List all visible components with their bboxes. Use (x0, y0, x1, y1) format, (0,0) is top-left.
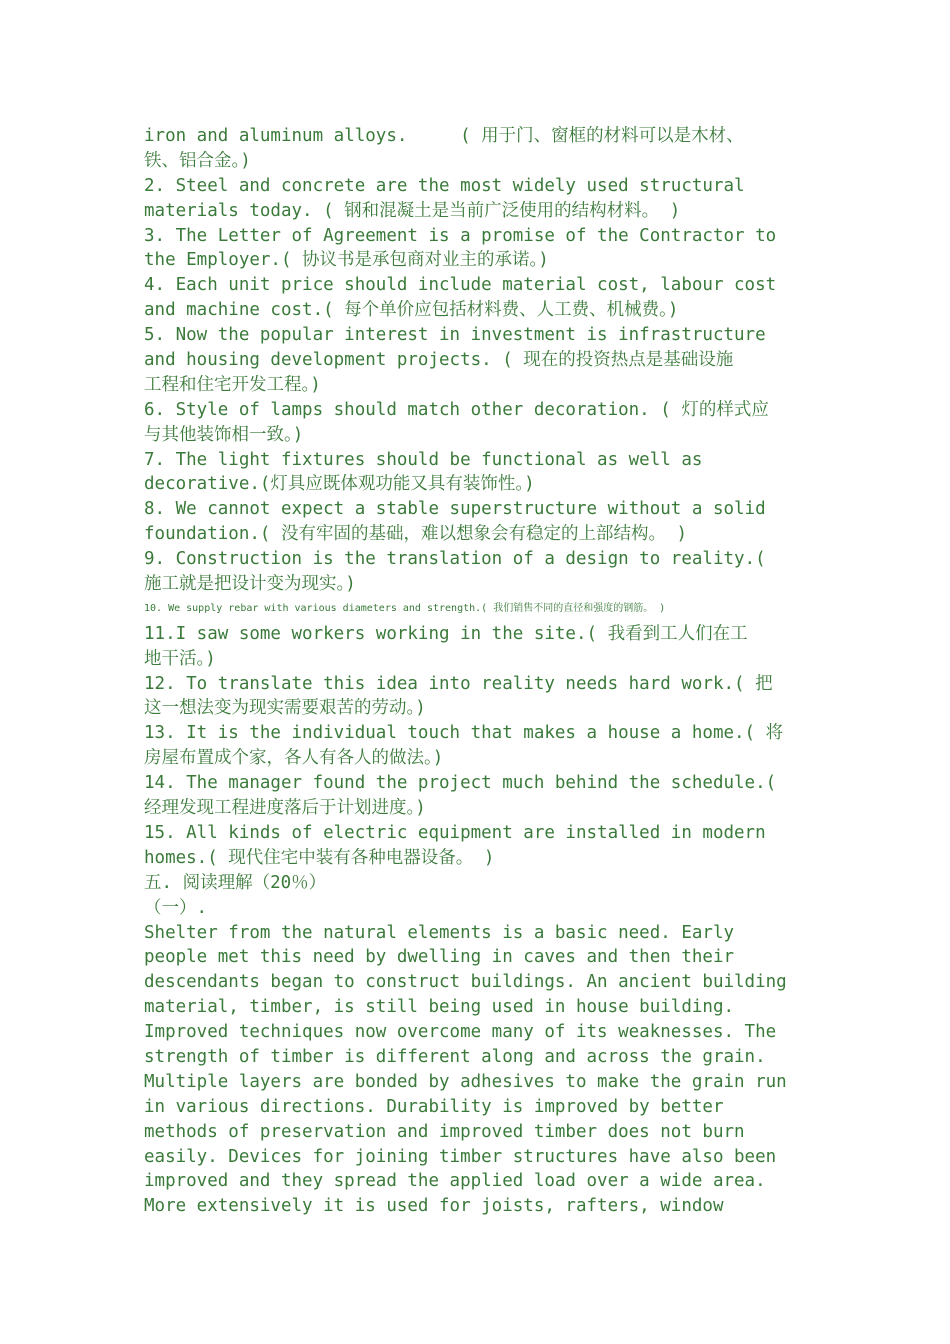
text-line: 施工就是把设计变为现实。) (144, 574, 356, 595)
text-line: 10. We supply rebar with various diameters and strength.( 我们销售不同的直径和强度的钢筋。 ) (144, 602, 666, 614)
text-line: 房屋布置成个家，各人有各人的做法。) (144, 748, 444, 769)
text-line: 与其他装饰相一致。) (144, 424, 304, 445)
text-line: 铁、铝合金。) (144, 150, 251, 171)
text-line: 12. To translate this idea into reality needs hard work.( 把 (144, 673, 773, 694)
document-page (144, 124, 816, 1219)
text-line: homes.( 现代住宅中装有各种电器设备。 ) (144, 847, 495, 868)
text-line: material, timber, is still being used in house building. (144, 997, 735, 1018)
text-line: 这一想法变为现实需要艰苦的劳动。) (144, 698, 426, 719)
text-line: More extensively it is used for joists, rafters, window (144, 1196, 724, 1217)
text-line: 14. The manager found the project much behind the schedule.( (144, 773, 777, 794)
text-line: 地干活。) (144, 648, 216, 669)
text-line: and machine cost.( 每个单价应包括材料费、人工费、机械费。) (144, 300, 679, 321)
text-line: people met this need by dwelling in caves and then their (144, 947, 735, 968)
text-line: 15. All kinds of electric equipment are installed in modern (144, 822, 766, 843)
text-line: 五. 阅读理解（20％） (144, 872, 327, 893)
text-line: （一）. (144, 897, 208, 918)
text-line: 13. It is the individual touch that makes a house a home.( 将 (144, 723, 784, 744)
text-line: decorative.(灯具应既体观功能又具有装饰性。) (144, 474, 535, 495)
text-line: 7. The light fixtures should be functional as well as (144, 449, 703, 470)
text-line: Improved techniques now overcome many of its weaknesses. The (144, 1022, 777, 1043)
text-line: foundation.( 没有牢固的基础，难以想象会有稳定的上部结构。 ) (144, 524, 688, 545)
text-line: 4. Each unit price should include material cost, labour cost (144, 275, 777, 296)
text-line: 8. We cannot expect a stable superstructure without a solid (144, 499, 766, 520)
text-line: 6. Style of lamps should match other decoration. ( 灯的样式应 (144, 399, 769, 420)
text-line: improved and they spread the applied load over a wide area. (144, 1171, 766, 1192)
text-line: descendants began to construct buildings. An ancient building (144, 972, 787, 993)
text-line: methods of preservation and improved timber does not burn (144, 1121, 745, 1142)
text-line: materials today. ( 钢和混凝土是当前广泛使用的结构材料。 ) (144, 200, 681, 221)
text-line: and housing development projects. ( 现在的投资热点是基础设施 (144, 350, 734, 371)
text-line: 5. Now the popular interest in investment is infrastructure (144, 325, 766, 346)
text-line: 3. The Letter of Agreement is a promise of the Contractor to (144, 225, 777, 246)
text-line: iron and aluminum alloys. ( 用于门、窗框的材料可以是木材、 (144, 126, 744, 146)
text-line: 9. Construction is the translation of a design to reality.( (144, 549, 766, 570)
text-line: in various directions. Durability is improved by better (144, 1096, 724, 1117)
text-line: 11.I saw some workers working in the site.( 我看到工人们在工 (144, 623, 748, 644)
text-line: strength of timber is different along and across the grain. (144, 1046, 766, 1067)
text-line: the Employer.( 协议书是承包商对业主的承诺。) (144, 250, 549, 271)
text-line: easily. Devices for joining timber structures have also been (144, 1146, 777, 1167)
text-line: Multiple layers are bonded by adhesives to make the grain run (144, 1071, 787, 1092)
text-line: Shelter from the natural elements is a basic need. Early (144, 922, 735, 943)
text-line: 2. Steel and concrete are the most widely used structural (144, 175, 745, 196)
text-line: 经理发现工程进度落后于计划进度。) (144, 798, 426, 819)
text-line: 工程和住宅开发工程。) (144, 374, 321, 395)
